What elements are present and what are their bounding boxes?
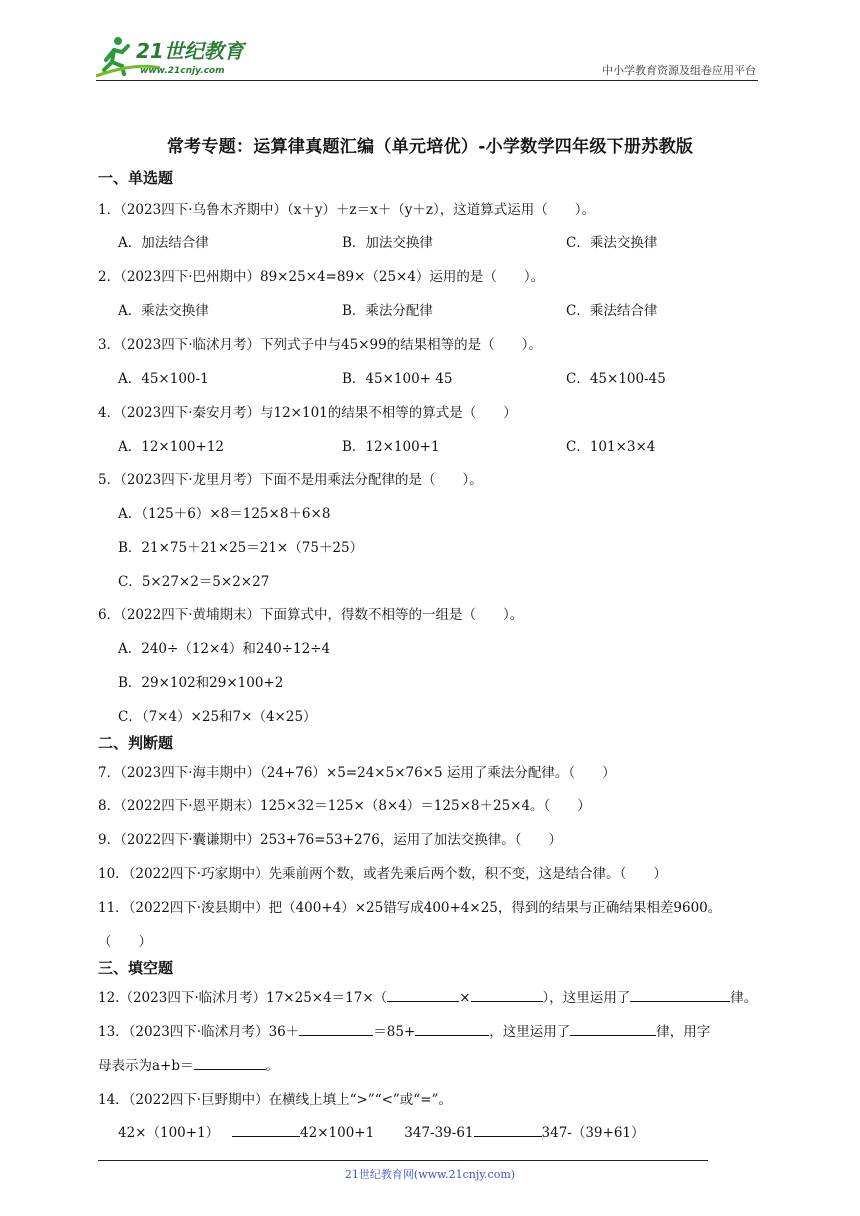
q13-blank-1[interactable] — [299, 1021, 373, 1036]
question-5: 5．（2023四下·龙里月考）下面不是用乘法分配律的是（ ）。 — [98, 472, 483, 488]
q5-option-b[interactable]: B．21×75＋21×25＝21×（75＋25） — [118, 540, 364, 556]
question-3: 3．（2023四下·临沭月考）下列式子中与45×99的结果相等的是（ ）。 — [98, 337, 542, 353]
q1-option-c[interactable]: C．乘法交换律 — [566, 235, 658, 251]
q2-option-b[interactable]: B．乘法分配律 — [342, 303, 433, 319]
question-6: 6．（2022四下·黄埔期末）下面算式中，得数不相等的一组是（ ）。 — [98, 607, 524, 623]
question-4: 4．（2023四下·秦安月考）与12×101的结果不相等的算式是（ ） — [98, 405, 517, 421]
header-divider — [96, 80, 758, 81]
footer-divider — [98, 1160, 708, 1161]
q13-blank-2[interactable] — [415, 1021, 489, 1036]
q1-option-a[interactable]: A．加法结合律 — [118, 235, 209, 251]
logo-21cnjy — [96, 32, 266, 78]
question-11-bracket: （ ） — [98, 934, 152, 950]
q5-option-a[interactable]: A．（125＋6）×8＝125×8＋6×8 — [118, 506, 331, 522]
q12-blank-3[interactable] — [630, 987, 730, 1002]
q2-option-c[interactable]: C．乘法结合律 — [566, 303, 658, 319]
question-1: 1．（2023四下·乌鲁木齐期中）（x＋y）＋z＝x＋（y＋z），这道算式运用（ ）。 — [98, 202, 595, 218]
q13-blank-3[interactable] — [570, 1021, 656, 1036]
q3-option-b[interactable]: B．45×100+ 45 — [342, 371, 453, 387]
q14-blank-2[interactable] — [474, 1122, 542, 1137]
question-12: 12.（2023四下·临沭月考）17×25×4＝17×（ × ），这里运用了 律。 — [98, 986, 757, 1006]
section-heading-true-false: 二、判断题 — [98, 734, 174, 752]
platform-name: 中小学教育资源及组卷应用平台 — [602, 64, 756, 77]
q12-blank-2[interactable] — [471, 987, 543, 1002]
q3-option-c[interactable]: C．45×100-45 — [566, 371, 666, 387]
question-7: 7．（2023四下·海丰期中）（24+76）×5=24×5×76×5 运用了乘法分配律。（ ） — [98, 765, 616, 781]
q4-option-a[interactable]: A．12×100+12 — [118, 439, 224, 455]
footer-link[interactable]: 21世纪教育网(www.21cnjy.com) — [344, 1168, 516, 1181]
q2-option-a[interactable]: A．乘法交换律 — [118, 303, 209, 319]
question-14-expressions: 42×（100+1） 42×100+1 347-39-61 347-（39+61） — [118, 1121, 645, 1141]
q4-option-b[interactable]: B．12×100+1 — [342, 439, 440, 455]
q14-blank-1[interactable] — [232, 1122, 300, 1137]
page-title: 常考专题：运算律真题汇编（单元培优）-小学数学四年级下册苏教版 — [166, 137, 694, 157]
q12-blank-1[interactable] — [387, 987, 459, 1002]
question-10: 10．（2022四下·巧家期中）先乘前两个数，或者先乘后两个数，积不变，这是结合律。（ ） — [98, 866, 667, 882]
q3-option-a[interactable]: A．45×100-1 — [118, 371, 209, 387]
question-2: 2．（2023四下·巴州期中）89×25×4=89×（25×4）运用的是（ ）。 — [98, 269, 545, 285]
q6-option-c[interactable]: C．（7×4）×25和7×（4×25） — [118, 709, 317, 725]
question-11: 11．（2022四下·浚县期中）把（400+4）×25错写成400+4×25，得到的结果与正确结果相差9600。 — [98, 900, 722, 916]
page-header — [96, 30, 760, 80]
q5-option-c[interactable]: C．5×27×2＝5×2×27 — [118, 574, 270, 590]
q6-option-b[interactable]: B．29×102和29×100+2 — [118, 675, 284, 691]
question-8: 8．（2022四下·恩平期末）125×32＝125×（8×4）＝125×8＋25×4。（ ） — [98, 798, 591, 814]
svg-text:21世纪教育: 21世纪教育 — [136, 39, 244, 63]
q6-option-a[interactable]: A．240÷（12×4）和240÷12÷4 — [118, 641, 331, 657]
question-9: 9．（2022四下·囊谦期中）253+76=53+276，运用了加法交换律。（ ） — [98, 832, 563, 848]
q4-option-c[interactable]: C．101×3×4 — [566, 439, 656, 455]
question-13-cont: 母表示为a+b＝ 。 — [98, 1054, 279, 1074]
question-14: 14．（2022四下·巨野期中）在横线上填上“>”“<”或“=”。 — [98, 1092, 452, 1108]
q1-option-b[interactable]: B．加法交换律 — [342, 235, 433, 251]
section-heading-single-choice: 一、单选题 — [98, 169, 174, 187]
q13-blank-4[interactable] — [194, 1055, 266, 1070]
question-13: 13．（2023四下·临沭月考）36＋ ＝85+ ，这里运用了 律，用字 — [98, 1020, 710, 1040]
svg-text:www.21cnjy.com: www.21cnjy.com — [140, 66, 225, 76]
section-heading-fill-in: 三、填空题 — [98, 959, 174, 977]
